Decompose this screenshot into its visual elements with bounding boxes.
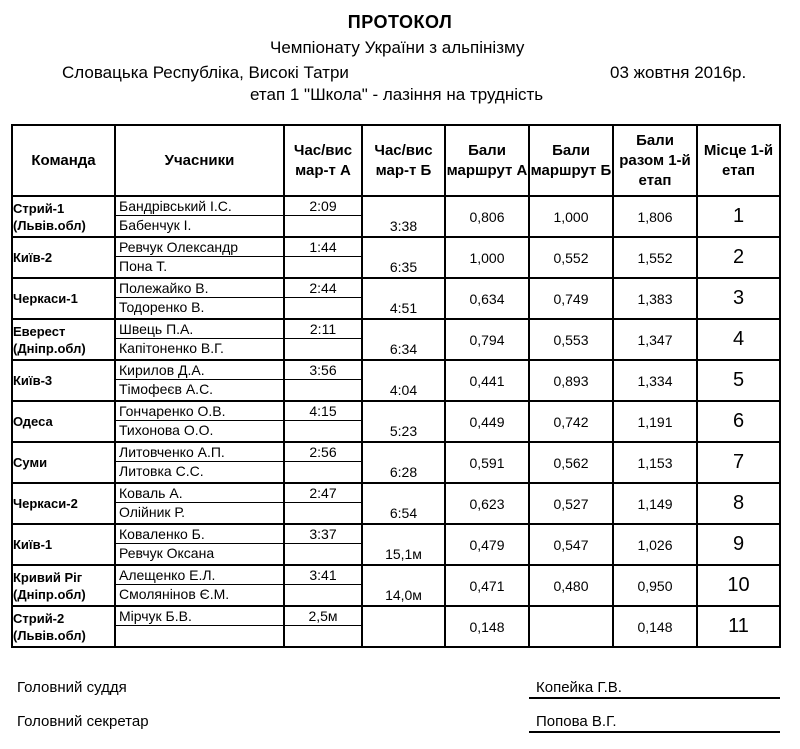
- points-b-cell: 0,552: [529, 237, 613, 278]
- team-name-line: Київ-3: [13, 373, 53, 388]
- members-cell: [115, 524, 284, 565]
- team-cell: [12, 442, 115, 483]
- time-a-value: 2:47: [285, 484, 361, 503]
- points-a-cell: 0,623: [445, 483, 529, 524]
- members-cell: [115, 278, 284, 319]
- place-cell: 1: [697, 196, 780, 237]
- table-row: [12, 360, 780, 401]
- points-a-cell: 0,806: [445, 196, 529, 237]
- table-row: [12, 278, 780, 319]
- time-a-cell: [284, 319, 362, 360]
- table-row: [12, 442, 780, 483]
- time-a-value: 2:09: [285, 197, 361, 216]
- team-cell: [12, 565, 115, 606]
- member-name: Олійник Р.: [119, 504, 185, 520]
- total-points-cell: 1,334: [613, 360, 697, 401]
- points-a-cell: 0,591: [445, 442, 529, 483]
- col-header-points-a: Бали маршрут А: [445, 125, 529, 196]
- members-cell: [115, 360, 284, 401]
- members-cell: [115, 606, 284, 647]
- team-name-line: Київ-1: [13, 537, 53, 552]
- time-b-cell: [362, 565, 445, 606]
- time-b-value: 6:34: [389, 341, 418, 357]
- table-row: [12, 565, 780, 606]
- total-points-cell: 1,806: [613, 196, 697, 237]
- member-name: Тихонова О.О.: [119, 422, 214, 438]
- time-b-value: 3:38: [389, 218, 418, 234]
- time-a-value: 3:56: [285, 361, 361, 380]
- members-cell: [115, 319, 284, 360]
- points-b-cell: 0,562: [529, 442, 613, 483]
- points-b-cell: 0,480: [529, 565, 613, 606]
- total-points-cell: 0,148: [613, 606, 697, 647]
- time-a-value: 3:41: [285, 566, 361, 585]
- team-name-line: Суми: [13, 455, 48, 470]
- team-cell: [12, 196, 115, 237]
- team-name-line: (Дніпр.обл): [13, 586, 86, 602]
- member-name: Капітоненко В.Г.: [119, 340, 224, 356]
- chief-secretary-name: Попова В.Г.: [536, 713, 617, 730]
- time-a-cell: [284, 196, 362, 237]
- place-cell: 10: [697, 565, 780, 606]
- place-cell: 8: [697, 483, 780, 524]
- total-points-cell: 1,383: [613, 278, 697, 319]
- time-a-value: 2:56: [285, 443, 361, 462]
- team-name-line: Черкаси-2: [13, 496, 78, 511]
- time-a-cell: [284, 606, 362, 647]
- members-cell: [115, 565, 284, 606]
- chief-judge-signature-line: [529, 697, 780, 699]
- team-name-line: Одеса: [13, 414, 53, 429]
- place-cell: 4: [697, 319, 780, 360]
- member-name: Гончаренко О.В.: [116, 402, 283, 421]
- table-row: [12, 524, 780, 565]
- team-name-line: (Дніпр.обл): [13, 340, 86, 356]
- time-b-cell: [362, 360, 445, 401]
- stage-text: етап 1 "Школа" - лазіння на трудність: [250, 85, 544, 104]
- time-b-cell: [362, 606, 445, 647]
- table-row: [12, 606, 780, 647]
- time-b-cell: [362, 278, 445, 319]
- team-name-line: Еверест: [13, 323, 66, 339]
- col-header-place: Місце 1-й етап: [697, 125, 780, 196]
- team-cell: [12, 278, 115, 319]
- time-b-value: 4:04: [389, 382, 418, 398]
- time-a-value: 1:44: [285, 238, 361, 257]
- table-row: [12, 237, 780, 278]
- place-cell: 7: [697, 442, 780, 483]
- chief-judge-name: Копейка Г.В.: [536, 679, 622, 696]
- member-name: Мірчук Б.В.: [116, 607, 283, 626]
- points-a-cell: 0,634: [445, 278, 529, 319]
- place-cell: 2: [697, 237, 780, 278]
- member-name: Коваленко Б.: [116, 525, 283, 544]
- time-a-cell: [284, 237, 362, 278]
- table-row: [12, 483, 780, 524]
- time-b-cell: [362, 196, 445, 237]
- col-header-team: Команда: [12, 125, 115, 196]
- team-name-line: (Львів.обл): [13, 627, 86, 643]
- team-name-line: Стрий-1: [13, 200, 65, 216]
- time-a-cell: [284, 442, 362, 483]
- time-b-cell: [362, 237, 445, 278]
- points-b-cell: 0,893: [529, 360, 613, 401]
- points-a-cell: 0,794: [445, 319, 529, 360]
- member-name: Тодоренко В.: [119, 299, 205, 315]
- time-b-cell: [362, 401, 445, 442]
- team-cell: [12, 319, 115, 360]
- table-header-row: [12, 125, 780, 196]
- time-b-value: 4:51: [389, 300, 418, 316]
- member-name: Литовка С.С.: [119, 463, 204, 479]
- total-points-cell: 1,153: [613, 442, 697, 483]
- team-name-line: Стрий-2: [13, 610, 65, 626]
- col-header-total: Бали разом 1-й етап: [613, 125, 697, 196]
- team-cell: [12, 606, 115, 647]
- results-table: [11, 124, 781, 648]
- members-cell: [115, 196, 284, 237]
- points-b-cell: 0,553: [529, 319, 613, 360]
- time-a-value: 4:15: [285, 402, 361, 421]
- team-name-line: Київ-2: [13, 250, 53, 265]
- team-name-line: Черкаси-1: [13, 291, 78, 306]
- time-b-value: 6:54: [389, 505, 418, 521]
- time-a-cell: [284, 401, 362, 442]
- points-a-cell: 0,148: [445, 606, 529, 647]
- place-cell: 5: [697, 360, 780, 401]
- time-b-value: 6:28: [389, 464, 418, 480]
- time-a-cell: [284, 360, 362, 401]
- col-header-time-b: Час/вис мар-т Б: [362, 125, 445, 196]
- team-cell: [12, 360, 115, 401]
- col-header-points-b: Бали маршрут Б: [529, 125, 613, 196]
- time-b-cell: [362, 483, 445, 524]
- place-cell: 6: [697, 401, 780, 442]
- time-b-value: 5:23: [389, 423, 418, 439]
- table-row: [12, 319, 780, 360]
- points-b-cell: 0,527: [529, 483, 613, 524]
- time-a-value: 2:44: [285, 279, 361, 298]
- points-a-cell: 0,449: [445, 401, 529, 442]
- member-name: Тімофеєв А.С.: [119, 381, 214, 397]
- page-title: ПРОТОКОЛ: [347, 12, 453, 32]
- member-name: Ревчук Оксана: [119, 545, 215, 561]
- total-points-cell: 1,026: [613, 524, 697, 565]
- points-b-cell: [529, 606, 613, 647]
- member-name: Швець П.А.: [116, 320, 283, 339]
- col-header-members: Учасники: [115, 125, 284, 196]
- time-a-cell: [284, 483, 362, 524]
- time-a-value: 3:37: [285, 525, 361, 544]
- members-cell: [115, 483, 284, 524]
- total-points-cell: 1,191: [613, 401, 697, 442]
- time-a-value: 2:11: [285, 320, 361, 339]
- member-name: Ревчук Олександр: [116, 238, 283, 257]
- points-a-cell: 0,471: [445, 565, 529, 606]
- time-b-cell: [362, 319, 445, 360]
- time-a-value: 2,5м: [285, 607, 361, 626]
- team-cell: [12, 237, 115, 278]
- chief-judge-label: Головний суддя: [17, 679, 127, 696]
- member-name: Бабенчук І.: [119, 217, 192, 233]
- team-cell: [12, 524, 115, 565]
- total-points-cell: 1,552: [613, 237, 697, 278]
- points-a-cell: 1,000: [445, 237, 529, 278]
- member-name: Коваль А.: [116, 484, 283, 503]
- place-cell: 9: [697, 524, 780, 565]
- time-b-cell: [362, 442, 445, 483]
- members-cell: [115, 237, 284, 278]
- total-points-cell: 1,149: [613, 483, 697, 524]
- time-b-value: 14,0м: [385, 587, 422, 603]
- col-header-time-a: Час/вис мар-т А: [284, 125, 362, 196]
- team-cell: [12, 401, 115, 442]
- time-b-value: 6:35: [389, 259, 418, 275]
- place-cell: 3: [697, 278, 780, 319]
- points-b-cell: 0,749: [529, 278, 613, 319]
- member-name: Алещенко Е.Л.: [116, 566, 283, 585]
- members-cell: [115, 401, 284, 442]
- members-cell: [115, 442, 284, 483]
- time-a-cell: [284, 565, 362, 606]
- time-a-cell: [284, 524, 362, 565]
- total-points-cell: 1,347: [613, 319, 697, 360]
- time-b-value: 15,1м: [385, 546, 422, 562]
- member-name: Кирилов Д.А.: [116, 361, 283, 380]
- member-name: Смолянінов Є.М.: [119, 586, 230, 602]
- points-b-cell: 0,547: [529, 524, 613, 565]
- place-cell: 11: [697, 606, 780, 647]
- member-name: Бандрівський І.С.: [116, 197, 283, 216]
- total-points-cell: 0,950: [613, 565, 697, 606]
- date-text: 03 жовтня 2016р.: [610, 63, 747, 82]
- time-b-cell: [362, 524, 445, 565]
- location-text: Словацька Республіка, Високі Татри: [62, 63, 349, 82]
- member-name: Полежайко В.: [116, 279, 283, 298]
- points-a-cell: 0,479: [445, 524, 529, 565]
- points-b-cell: 0,742: [529, 401, 613, 442]
- member-name: Литовченко А.П.: [116, 443, 283, 462]
- time-a-cell: [284, 278, 362, 319]
- team-name-line: Кривий Ріг: [13, 569, 83, 585]
- table-row: [12, 196, 780, 237]
- team-cell: [12, 483, 115, 524]
- chief-secretary-label: Головний секретар: [17, 713, 149, 730]
- table-row: [12, 401, 780, 442]
- member-name: [116, 626, 283, 645]
- points-a-cell: 0,441: [445, 360, 529, 401]
- member-name: Пона Т.: [119, 258, 168, 274]
- championship-subtitle: Чемпіонату України з альпінізму: [270, 38, 525, 57]
- points-b-cell: 1,000: [529, 196, 613, 237]
- team-name-line: (Львів.обл): [13, 217, 86, 233]
- chief-secretary-signature-line: [529, 731, 780, 733]
